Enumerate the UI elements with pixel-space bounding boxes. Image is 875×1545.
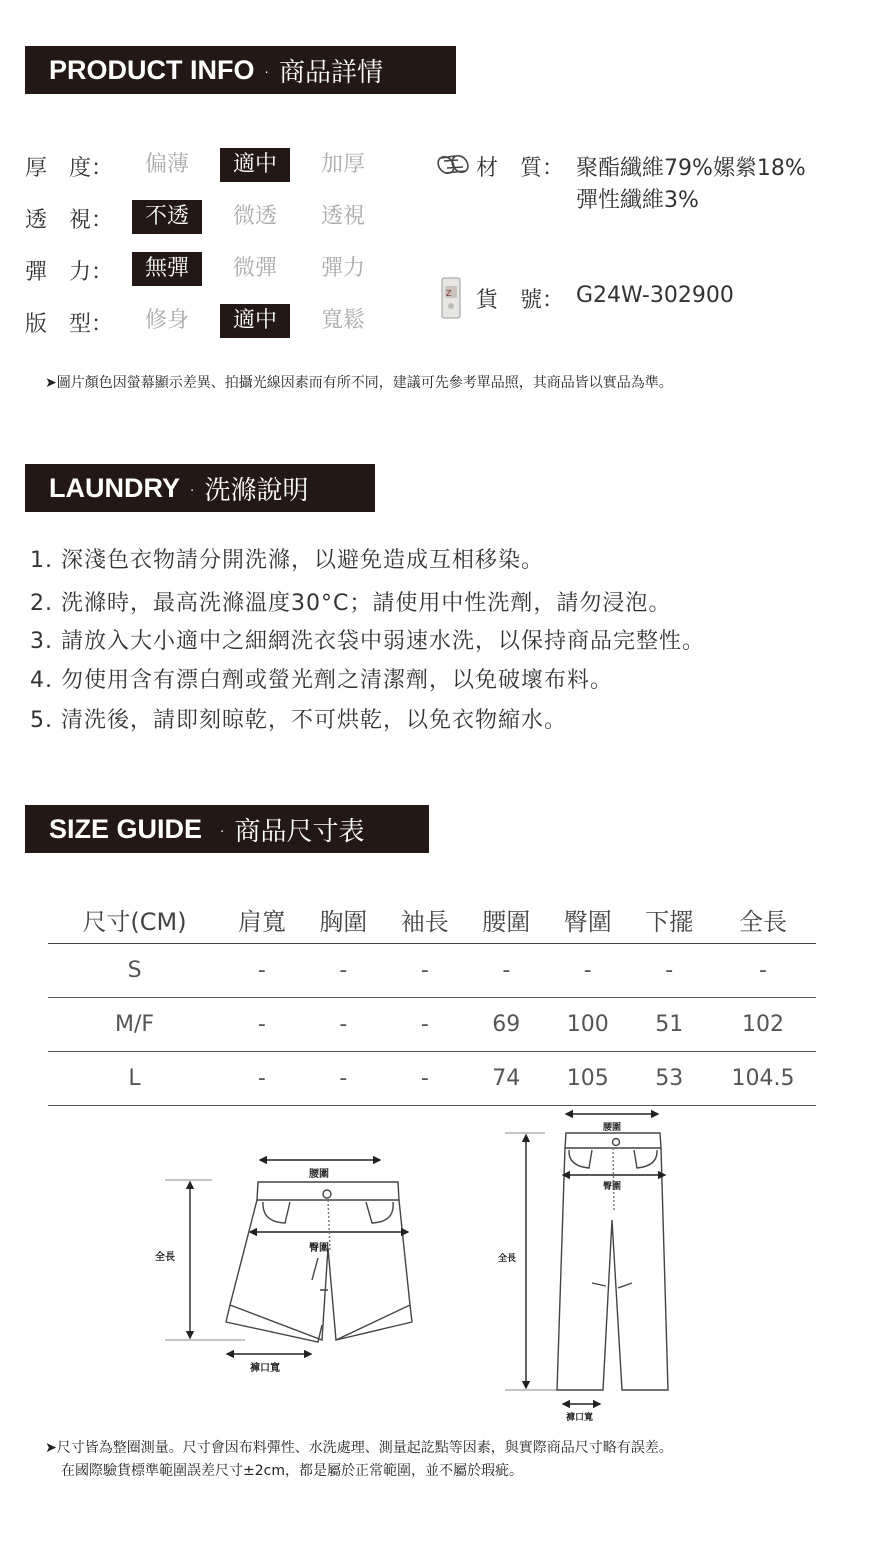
- size-table-header-cell: 臀圍: [563, 907, 612, 936]
- table-row: [48, 1052, 816, 1106]
- size-value-cell: 102: [742, 1012, 784, 1037]
- tag-icon: [439, 276, 463, 320]
- color-disclaimer: [45, 372, 673, 392]
- size-value-cell: -: [420, 958, 429, 983]
- laundry-item: 4. 勿使用含有漂白劑或螢光劑之清潔劑，以免破壞布料。: [30, 668, 613, 693]
- size-table-header-cell: 袖長: [400, 907, 449, 936]
- shorts-length-label: 全長: [155, 1252, 175, 1263]
- attribute-label: 厚 度：: [25, 156, 114, 181]
- size-value-cell: -: [583, 958, 592, 983]
- size-guide-title-en: SIZE GUIDE: [49, 813, 203, 844]
- sku-value: G24W-302900: [576, 283, 734, 308]
- pants-length-label: 全長: [498, 1254, 517, 1264]
- size-value-cell: -: [257, 958, 266, 983]
- size-value-cell: -: [502, 958, 511, 983]
- size-value-cell: 69: [492, 1012, 521, 1037]
- svg-text:Z: Z: [446, 289, 452, 298]
- thread-spool-icon: [436, 152, 472, 178]
- measurement-diagrams: [0, 1100, 875, 1430]
- size-value-cell: -: [339, 958, 348, 983]
- shorts-hem-label: 褲口寬: [250, 1363, 280, 1374]
- attribute-option: 彈力: [320, 256, 365, 281]
- shorts-hip-label: 臀圍: [309, 1243, 329, 1254]
- size-value-cell: -: [759, 958, 767, 983]
- laundry-header: [25, 464, 375, 512]
- size-table-header-cell: 全長: [739, 907, 787, 936]
- size-table: [48, 895, 816, 1106]
- size-value-cell: -: [420, 1012, 429, 1037]
- size-value-cell: 74: [492, 1066, 521, 1091]
- attribute-option-selected: 適中: [220, 148, 290, 182]
- product-info-title-en: PRODUCT INFO: [49, 54, 255, 85]
- color-disclaimer-text: 圖片顏色因螢幕顯示差異、拍攝光線因素而有所不同，建議可先參考單品照，其商品皆以實品為準。: [56, 375, 673, 391]
- size-value-cell: -: [257, 1066, 266, 1091]
- size-label-cell: M/F: [115, 1012, 155, 1037]
- pants-hip-label: 臀圍: [603, 1182, 622, 1192]
- arrow-right-icon: ➤: [45, 1440, 57, 1456]
- size-value-cell: 100: [566, 1012, 609, 1037]
- shorts-waist-label: 腰圍: [309, 1169, 329, 1180]
- product-info-header: [25, 46, 456, 94]
- size-value-cell: -: [339, 1066, 348, 1091]
- size-value-cell: 104.5: [731, 1066, 795, 1091]
- pants-diagram: [505, 1114, 668, 1404]
- attribute-option: 透視: [320, 204, 365, 229]
- size-guide-title-zh: · 商品尺寸表: [218, 816, 365, 847]
- laundry-item: 1. 深淺色衣物請分開洗滌，以避免造成互相移染。: [30, 548, 544, 573]
- size-value-cell: 51: [655, 1012, 684, 1037]
- sku-label: 貨 號：: [476, 288, 565, 313]
- attribute-label: 版 型：: [25, 312, 114, 337]
- size-table-header-row: [48, 895, 816, 944]
- laundry-title-zh: · 洗滌說明: [188, 475, 309, 506]
- laundry-item: 2. 洗滌時，最高洗滌溫度30°C；請使用中性洗劑，請勿浸泡。: [30, 591, 672, 616]
- arrow-right-icon: ➤: [45, 375, 57, 391]
- size-label-cell: S: [127, 958, 142, 983]
- pants-hem-label: 褲口寬: [566, 1413, 594, 1423]
- attribute-option: 加厚: [320, 152, 365, 177]
- attribute-option: 微彈: [232, 256, 277, 281]
- size-value-cell: 105: [566, 1066, 609, 1091]
- size-table-header-cell: 尺寸(CM): [82, 907, 187, 936]
- attribute-option: 修身: [144, 308, 189, 333]
- table-row: [48, 998, 816, 1052]
- attribute-option-selected: 不透: [132, 200, 202, 234]
- material-value-line1: 聚酯纖維79%嫘縈18%: [576, 156, 806, 181]
- attribute-option: 偏薄: [144, 152, 189, 177]
- attribute-label: 透 視：: [25, 208, 114, 233]
- shorts-diagram: [165, 1160, 412, 1354]
- product-info-title-zh: · 商品詳情: [262, 57, 384, 88]
- size-table-header-cell: 胸圍: [319, 907, 368, 936]
- size-value-cell: -: [257, 1012, 266, 1037]
- size-value-cell: -: [420, 1066, 429, 1091]
- attribute-option-selected: 適中: [220, 304, 290, 338]
- attribute-option: 寬鬆: [320, 308, 365, 333]
- attribute-option: 微透: [232, 204, 277, 229]
- size-note: [45, 1437, 673, 1483]
- laundry-item: 5. 清洗後，請即刻晾乾，不可烘乾，以免衣物縮水。: [30, 708, 567, 733]
- size-label-cell: L: [128, 1066, 141, 1091]
- pants-waist-label: 腰圍: [603, 1123, 622, 1133]
- table-row: [48, 944, 816, 998]
- size-value-cell: 53: [655, 1066, 684, 1091]
- size-table-header-cell: 下擺: [645, 907, 694, 936]
- size-table-header-cell: 腰圍: [482, 907, 531, 936]
- material-label: 材 質：: [476, 156, 565, 181]
- laundry-title-en: LAUNDRY: [49, 472, 180, 503]
- laundry-item: 3. 請放入大小適中之細網洗衣袋中弱速水洗，以保持商品完整性。: [30, 629, 705, 654]
- size-table-header-cell: 肩寬: [237, 907, 286, 936]
- material-value-line2: 彈性纖維3%: [576, 188, 699, 213]
- size-note-line2: 在國際驗貨標準範圍誤差尺寸±2cm，都是屬於正常範圍，並不屬於瑕疵。: [61, 1463, 523, 1479]
- size-value-cell: -: [665, 958, 674, 983]
- attribute-option-selected: 無彈: [132, 252, 202, 286]
- size-note-line1: 尺寸皆為整圈測量。尺寸會因布料彈性、水洗處理、測量起訖點等因素，與實際商品尺寸略有誤差。: [56, 1440, 673, 1456]
- attribute-label: 彈 力：: [25, 260, 114, 285]
- size-value-cell: -: [339, 1012, 348, 1037]
- size-guide-header: [25, 805, 429, 853]
